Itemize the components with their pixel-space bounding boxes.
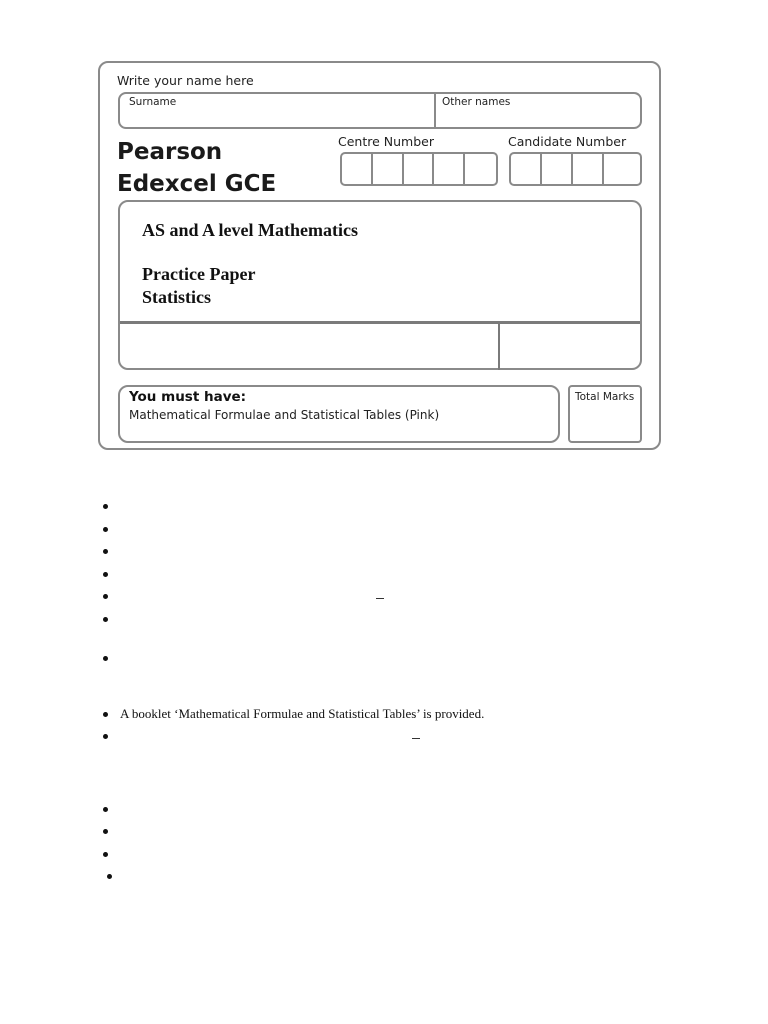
information-dash bbox=[412, 738, 420, 739]
advice-bullet bbox=[103, 852, 108, 857]
total-marks-box bbox=[568, 385, 642, 443]
candidate-number-boxes bbox=[509, 152, 642, 186]
other-names-field: Other names bbox=[442, 96, 511, 108]
candidate-digit-box bbox=[511, 154, 542, 184]
candidate-digit-box bbox=[604, 154, 635, 184]
name-box bbox=[118, 92, 642, 129]
instruction-bullet bbox=[103, 572, 108, 577]
subject-title: AS and A level Mathematics bbox=[142, 220, 358, 240]
centre-digit-box bbox=[404, 154, 435, 184]
paper-subtitle: Statistics bbox=[142, 287, 211, 307]
subject-box bbox=[118, 200, 642, 370]
centre-digit-box bbox=[434, 154, 465, 184]
brand-line-2: Edexcel GCE bbox=[117, 171, 277, 197]
candidate-digit-box bbox=[542, 154, 573, 184]
must-have-box bbox=[118, 385, 560, 443]
centre-digit-box bbox=[373, 154, 404, 184]
brand-line-1: Pearson bbox=[117, 139, 223, 165]
advice-bullet bbox=[103, 829, 108, 834]
write-name-label: Write your name here bbox=[117, 73, 254, 88]
instruction-bullet bbox=[103, 594, 108, 599]
candidate-number-label: Candidate Number bbox=[508, 134, 627, 149]
subject-vertical-divider bbox=[498, 323, 500, 370]
name-divider bbox=[434, 94, 436, 129]
centre-digit-box bbox=[465, 154, 496, 184]
instruction-bullet bbox=[103, 617, 108, 622]
booklet-note: A booklet ‘Mathematical Formulae and Statistical Tables’ is provided. bbox=[120, 706, 485, 721]
instruction-bullet bbox=[103, 656, 108, 661]
total-marks-label: Total Marks bbox=[575, 391, 635, 403]
advice-bullet bbox=[103, 807, 108, 812]
candidate-digit-box bbox=[573, 154, 604, 184]
subject-divider bbox=[120, 321, 640, 324]
instruction-bullet bbox=[103, 527, 108, 532]
must-have-title: You must have: bbox=[129, 389, 247, 405]
must-have-text: Mathematical Formulae and Statistical Tables (Pink) bbox=[129, 408, 440, 422]
paper-title: Practice Paper bbox=[142, 264, 256, 284]
brand-logo bbox=[117, 136, 276, 200]
surname-field: Surname bbox=[129, 96, 177, 108]
centre-number-boxes bbox=[340, 152, 498, 186]
instruction-bullet bbox=[103, 504, 108, 509]
information-bullet bbox=[103, 712, 108, 717]
centre-number-label: Centre Number bbox=[338, 134, 434, 149]
instruction-dash bbox=[376, 598, 384, 599]
cover-sheet bbox=[98, 61, 661, 450]
instruction-bullet bbox=[103, 549, 108, 554]
information-bullet bbox=[103, 734, 108, 739]
advice-bullet bbox=[107, 874, 112, 879]
centre-digit-box bbox=[342, 154, 373, 184]
